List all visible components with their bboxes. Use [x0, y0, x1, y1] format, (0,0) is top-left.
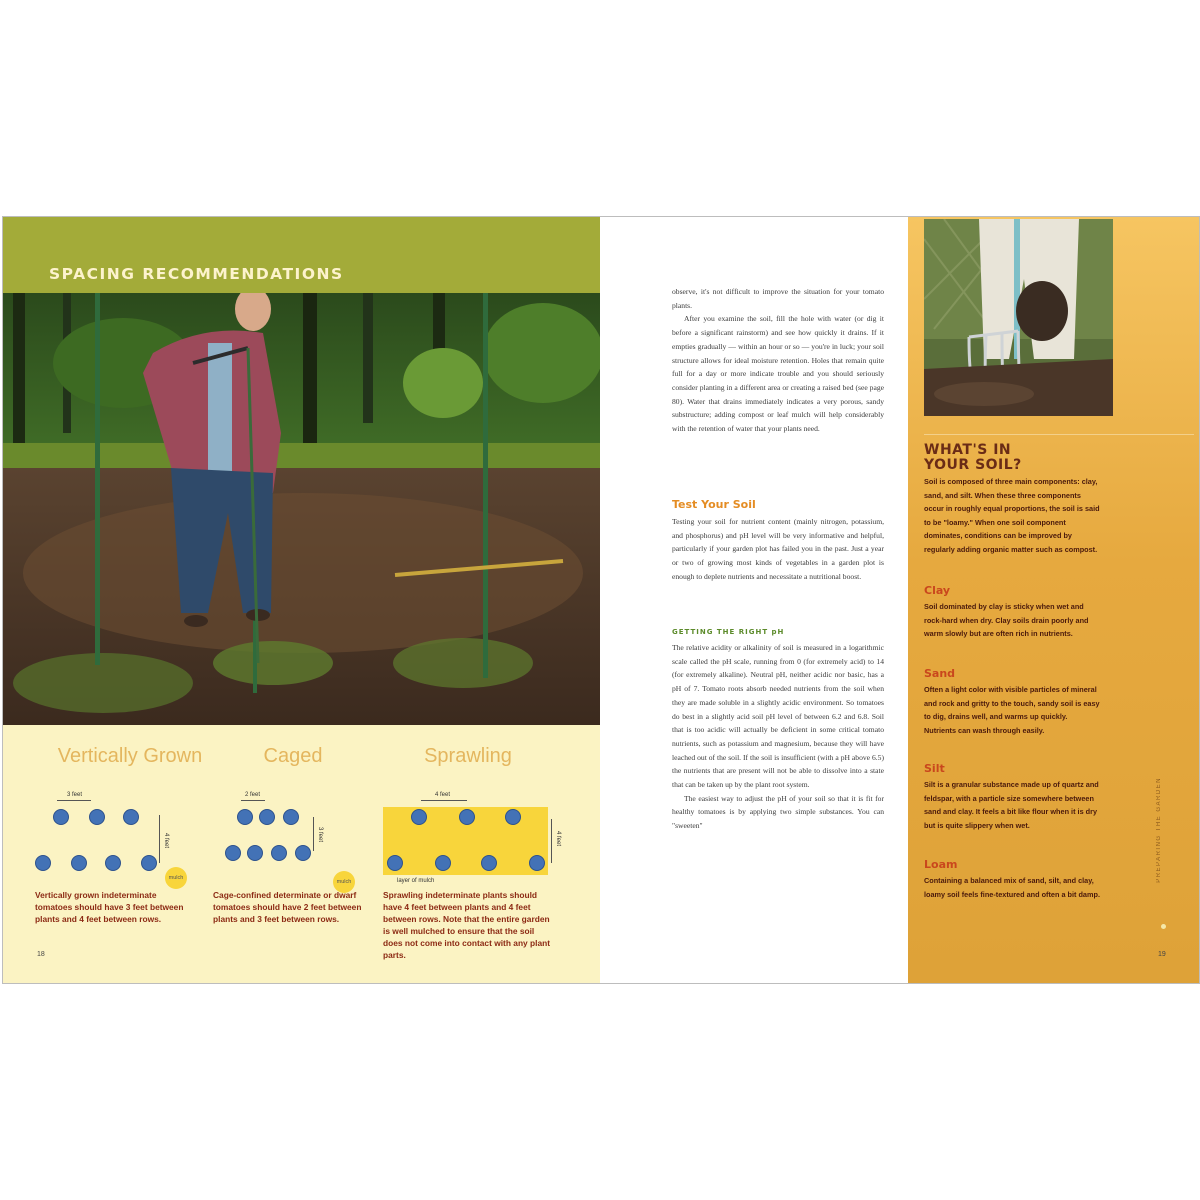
spacing-line	[421, 800, 467, 801]
plant-dot	[237, 809, 253, 825]
plant-spacing-label: 2 feet	[245, 792, 261, 798]
mulch-layer-label: layer of mulch	[397, 878, 435, 884]
plant-dot	[271, 845, 287, 861]
plant-dot	[295, 845, 311, 861]
page-number-right: 19	[1158, 951, 1166, 958]
soil-intro: Soil is composed of three main components: clay, sand, and silt. When these three components occur in roughly equal proportions, the soil is said to be "loamy." When one soil component dominates, conditions can be improved by regularly adding organic matter such as compost.	[924, 477, 1100, 554]
body-text-test	[672, 515, 884, 584]
plant-dot	[259, 809, 275, 825]
diagram-sprawling	[383, 737, 573, 984]
diagram-caption: Sprawling indeterminate plants should have 4 feet between plants and 4 feet between rows. Note that the entire garden is well mulched to ensure that the soil does not come into contact with any plant parts.	[383, 890, 551, 961]
spacing-line	[241, 800, 265, 801]
plant-dot	[53, 809, 69, 825]
plant-dot	[411, 809, 427, 825]
plant-dot	[505, 809, 521, 825]
body-text-top	[672, 285, 884, 436]
right-page	[908, 217, 1199, 983]
paragraph: Testing your soil for nutrient content (mainly nitrogen, potassium, and phosphorus) and pH level will be very informative and helpful, particularly if your garden plot has failed you in the past. Just a year or two of growing most kinds of vegetables in a garden plot is enough to deplete nutrients and necessitate a nutritional boost.	[672, 517, 884, 581]
heading-test-soil: Test Your Soil	[672, 498, 756, 511]
banner-title: SPACING RECOMMENDATIONS	[49, 265, 344, 283]
row-spacing-line	[551, 819, 552, 863]
left-page	[3, 217, 600, 983]
mulch-circle: mulch	[165, 867, 187, 889]
row-spacing-label: 3 feet	[317, 827, 323, 843]
section-text-clay: Soil dominated by clay is sticky when wet and rock-hard when dry. Clay soils drain poorly and warm slowly but are often rich in nutrients.	[924, 602, 1089, 639]
plant-spacing-label: 4 feet	[435, 792, 451, 798]
soil-title-line2: YOUR SOIL?	[924, 457, 1022, 473]
diagram-caption: Vertically grown indeterminate tomatoes should have 3 feet between plants and 4 feet between rows.	[35, 890, 184, 925]
soil-title-line1: WHAT'S IN	[924, 442, 1012, 458]
plant-dot	[529, 855, 545, 871]
spacing-line	[57, 800, 91, 801]
paragraph: The relative acidity or alkalinity of soil is measured in a logarithmic scale called the pH scale, running from 0 (for extremely acid) to 14 (for extremely alkaline). Neutral pH, neither acidic nor basic, has a pH of 7. Tomato roots absorb needed nutrients from the soil when they are made soluble in a slightly acidic environment. So tomatoes do best in a slightly acid soil pH level of between 6.2 and 6.8. Soil that is too acidic will actually be deficient in some critical tomato nutrients, such as potassium and magnesium, because they will have leached out of the soil. If the soil is insufficient (with a pH above 6.5) the nutrients that are present will not be able to dissolve into a state that can be taken up by the plant root system.	[672, 643, 884, 790]
section-text-loam: Containing a balanced mix of sand, silt, and clay, loamy soil feels fine-textured and often a bit damp.	[924, 876, 1100, 899]
gardener-photo	[3, 293, 600, 725]
section-heading-sand: Sand	[924, 667, 956, 680]
section-heading-loam: Loam	[924, 858, 958, 871]
row-spacing-line	[159, 815, 160, 863]
plant-dot	[89, 809, 105, 825]
section-text-silt: Silt is a granular substance made up of quartz and feldspar, with a particle size somewhere between sand and clay. It feels a bit like flour when it is dry but is quite slippery when wet.	[924, 780, 1099, 830]
diagram-title: Caged	[263, 745, 323, 767]
plant-dot	[141, 855, 157, 871]
banner	[3, 217, 600, 293]
section-heading-clay: Clay	[924, 584, 951, 597]
plant-dot	[387, 855, 403, 871]
soil-fork-photo	[924, 219, 1113, 416]
diagram-caption: Cage-confined determinate or dwarf tomatoes should have 2 feet between plants and 3 feet between rows.	[213, 890, 362, 925]
paragraph: The easiest way to adjust the pH of your soil so that it is fit for healthy tomatoes is by applying two simple substances. You can "sweeten"	[672, 793, 884, 831]
soil-title	[924, 443, 1022, 473]
diagram-vertically-grown	[35, 737, 235, 984]
plant-dot	[435, 855, 451, 871]
book-spread	[2, 216, 1200, 984]
mulch-circle: mulch	[333, 871, 355, 893]
paragraph: After you examine the soil, fill the hole with water (or dig it before a significant rainstorm) and see how quickly it drains. If it empties gradually — within an hour or so — you're in luck; your soil structure allows for ideal moisture retention. Holes that remain quite full for a day or more indicate trouble and you should seriously consider planting in a different area or creating a raised bed (see page 80). Water that drains immediately indicates a very porous, sandy substructure; adding compost or leaf mulch will help considerably with the retention of water that your plants need.	[672, 314, 884, 434]
plant-dot	[71, 855, 87, 871]
section-text-sand: Often a light color with visible particles of mineral and rock and gritty to the touch, sandy soil is easy to dig, drains well, and warms up quickly. Nutrients can wash through easily.	[924, 685, 1100, 735]
chapter-side-tab: PREPARING THE GARDEN	[1156, 777, 1162, 883]
plant-dot	[123, 809, 139, 825]
diagram-title: Sprawling	[424, 745, 512, 767]
plant-dot	[105, 855, 121, 871]
diagram-title: Vertically Grown	[57, 745, 203, 767]
side-tab-dot	[1161, 924, 1166, 929]
plant-dot	[225, 845, 241, 861]
body-text-ph	[672, 641, 884, 833]
plant-dot	[247, 845, 263, 861]
page-number-left: 18	[37, 951, 45, 958]
subheading-ph: GETTING THE RIGHT pH	[672, 628, 785, 636]
middle-page	[600, 217, 908, 983]
row-spacing-line	[313, 817, 314, 851]
divider	[924, 434, 1194, 435]
row-spacing-label: 4 feet	[555, 831, 561, 847]
plant-dot	[35, 855, 51, 871]
row-spacing-label: 4 feet	[163, 833, 169, 849]
plant-dot	[459, 809, 475, 825]
plant-spacing-label: 3 feet	[67, 792, 83, 798]
plant-dot	[481, 855, 497, 871]
paragraph: observe, it's not difficult to improve the situation for your tomato plants.	[672, 287, 884, 310]
plant-dot	[283, 809, 299, 825]
section-heading-silt: Silt	[924, 762, 945, 775]
